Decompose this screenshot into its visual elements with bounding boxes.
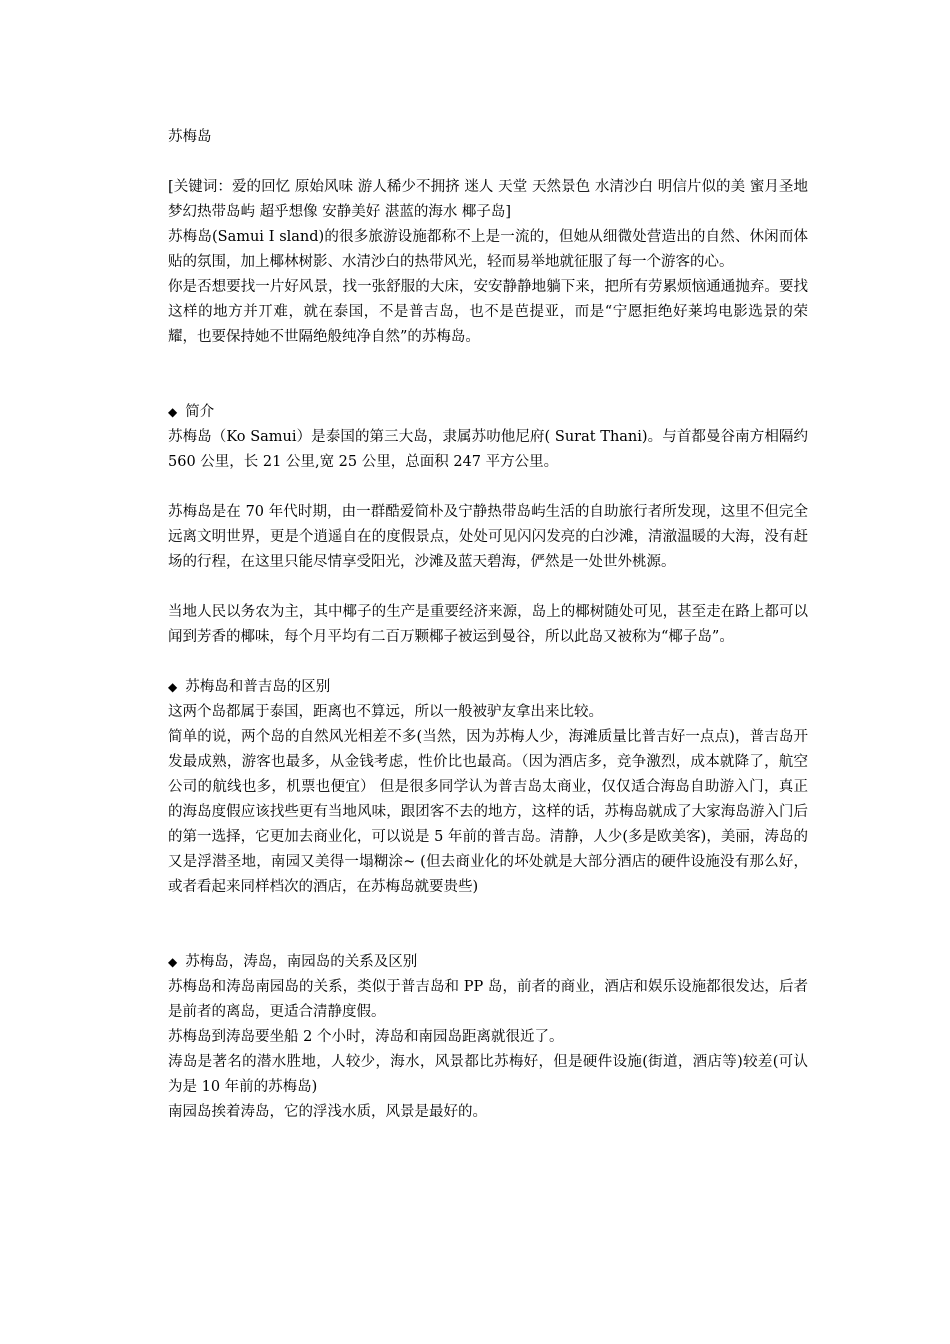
diamond-bullet-icon: ◆: [168, 405, 178, 419]
section-heading-text: 苏梅岛，涛岛，南园岛的关系及区别: [185, 954, 418, 970]
document-title: 苏梅岛: [168, 129, 212, 145]
spacer: [168, 350, 808, 400]
section-heading-comparison: [168, 675, 808, 700]
spacer: [168, 575, 808, 600]
spacer: [168, 650, 808, 675]
section3-paragraph-4: 南园岛挨着涛岛，它的浮浅水质，风景是最好的。: [168, 1104, 487, 1120]
diamond-bullet-icon: ◆: [168, 680, 178, 694]
section1-paragraph-1: 苏梅岛（Ko Samui）是泰国的第三大岛，隶属苏叻他尼府( Surat Thani)。与首都曼谷南方相隔约 560 公里，长 21 公里,宽 25 公里，总面积 247 平方公里。: [168, 429, 808, 470]
section1-paragraph-2: 苏梅岛是在 70 年代时期，由一群酷爱简朴及宁静热带岛屿生活的自助旅行者所发现，这里不但完全远离文明世界，更是个逍遥自在的度假景点，处处可见闪闪发亮的白沙滩，清澈温暖的大海，没有赶场的行程，在这里只能尽情享受阳光，沙滩及蓝天碧海，俨然是一处世外桃源。: [168, 504, 808, 570]
section3-paragraph-2: 苏梅岛到涛岛要坐船 2 个小时，涛岛和南园岛距离就很近了。: [168, 1029, 564, 1045]
spacer: [168, 475, 808, 500]
section-heading-intro: [168, 400, 808, 425]
diamond-bullet-icon: ◆: [168, 955, 178, 969]
intro-paragraph-1: 苏梅岛(Samui I sland)的很多旅游设施都称不上是一流的，但她从细微处营造出的自然、休闲而体贴的氛围，加上椰林树影、水清沙白的热带风光，轻而易举地就征服了每一个游客的心。: [168, 229, 808, 270]
section3-paragraph-3: 涛岛是著名的潜水胜地，人较少，海水，风景都比苏梅好，但是硬件设施(街道，酒店等)较差(可认为是 10 年前的苏梅岛): [168, 1054, 808, 1095]
keywords-paragraph: [关键词：爱的回忆 原始风味 游人稀少不拥挤 迷人 天堂 天然景色 水清沙白 明信片似的美 蜜月圣地 梦幻热带岛屿 超乎想像 安静美好 湛蓝的海水 椰子岛]: [168, 179, 808, 220]
document-page: [168, 125, 808, 1125]
section-heading-islands: [168, 950, 808, 975]
intro-paragraph-2: 你是否想要找一片好风景，找一张舒服的大床，安安静静地躺下来，把所有劳累烦恼通通抛弃。要找这样的地方并丌难，就在泰国，不是普吉岛，也不是芭提亚，而是“宁愿拒绝好莱坞电影选景的荣耀，也要保持她不世隔绝般纯净自然”的苏梅岛。: [168, 279, 808, 345]
section-heading-text: 简介: [185, 404, 215, 420]
section2-paragraph-2: 简单的说，两个岛的自然风光相差不多(当然，因为苏梅人少，海滩质量比普吉好一点点)，普吉岛开发最成熟，游客也最多，从金钱考虑，性价比也最高。（因为酒店多，竞争激烈，成本就降了，航空公司的航线也多，机票也便宜） 但是很多同学认为普吉岛太商业，仅仅适合海岛自助游入门，真正的海岛度假应该找些更有当地风味，跟团客不去的地方，这样的话，苏梅岛就成了大家海岛游入门后的第一选择，它更加去商业化，可以说是 5 年前的普吉岛。清静，人少(多是欧美客)，美丽，涛岛的又是浮潜圣地，南园又美得一塌糊涂~ (但去商业化的坏处就是大部分酒店的硬件设施没有那么好，或者看起来同样档次的酒店，在苏梅岛就要贵些): [168, 729, 808, 895]
section2-paragraph-1: 这两个岛都属于泰国，距离也不算远，所以一般被驴友拿出来比较。: [168, 704, 603, 720]
section-heading-text: 苏梅岛和普吉岛的区别: [185, 679, 331, 695]
section3-paragraph-1: 苏梅岛和涛岛南园岛的关系，类似于普吉岛和 PP 岛，前者的商业，酒店和娱乐设施都很发达，后者是前者的离岛，更适合清静度假。: [168, 979, 808, 1020]
section1-paragraph-3: 当地人民以务农为主，其中椰子的生产是重要经济来源，岛上的椰树随处可见，甚至走在路上都可以闻到芳香的椰味，每个月平均有二百万颗椰子被运到曼谷，所以此岛又被称为“椰子岛”。: [168, 604, 808, 645]
spacer: [168, 900, 808, 950]
